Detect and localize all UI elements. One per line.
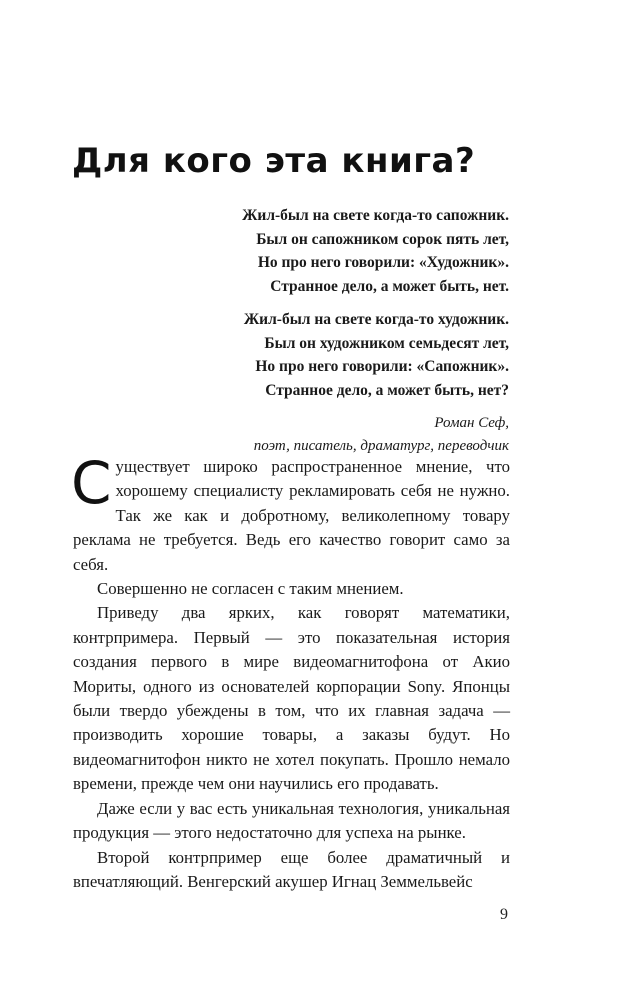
- epigraph-line: Но про него говорили: «Сапожник».: [255, 358, 509, 375]
- body-paragraph: [71, 449, 510, 577]
- epigraph-line: Но про него говорили: «Художник».: [257, 254, 509, 271]
- epigraph-author: Роман Сеф,: [434, 415, 509, 431]
- body-paragraph: Совершенно не согласен с таким мнением.: [97, 579, 404, 599]
- epigraph-line: Странное дело, а может быть, нет.: [270, 277, 509, 295]
- epigraph-line: Был он художником семьдесят лет,: [264, 334, 509, 352]
- epigraph-line: Жил-был на свете когда-то сапожник.: [242, 207, 509, 224]
- epigraph-stanza-1: [242, 204, 509, 298]
- body-paragraph: Второй контрпример еще более драматичный и впечатляющий. Венгерский акушер Игнац Земмельвейс: [73, 847, 510, 891]
- body-paragraph-text: уществует широко распространенное мнение, что хорошему специалисту рекламировать себя не нужно. Так же как и добротному, великолепному товару реклама не требуется. Ведь его качество говорит само за себя.: [73, 457, 510, 574]
- epigraph-stanza-2: [242, 308, 509, 402]
- epigraph: [242, 204, 509, 458]
- body-text: [71, 449, 510, 894]
- body-paragraph: Приведу два ярких, как говорят математики, контрпримера. Первый — это показательная история создания первого в мире видеомагнитофона от Акио Мориты, одного из основателей корпорации Sony. Японцы были твердо убеждены в том, что их главная задача — производить хорошие товары, а заказы будут. Но видеомагнитофон никто не хотел покупать. Прошло немало времени, прежде чем они научились его продавать.: [73, 603, 510, 794]
- page-title: Для кого эта книга?: [72, 140, 476, 181]
- drop-cap: С: [71, 449, 112, 517]
- epigraph-line: Жил-был на свете когда-то художник.: [243, 311, 509, 328]
- epigraph-author-description: поэт, писатель, драматург, переводчик: [253, 438, 509, 454]
- body-paragraph: Даже если у вас есть уникальная технология, уникальная продукция — этого недостаточно для успеха на рынке.: [73, 798, 510, 843]
- page-number: 9: [500, 906, 508, 923]
- epigraph-line: Странное дело, а может быть, нет?: [265, 381, 509, 399]
- epigraph-line: Был он сапожником сорок пять лет,: [256, 230, 509, 248]
